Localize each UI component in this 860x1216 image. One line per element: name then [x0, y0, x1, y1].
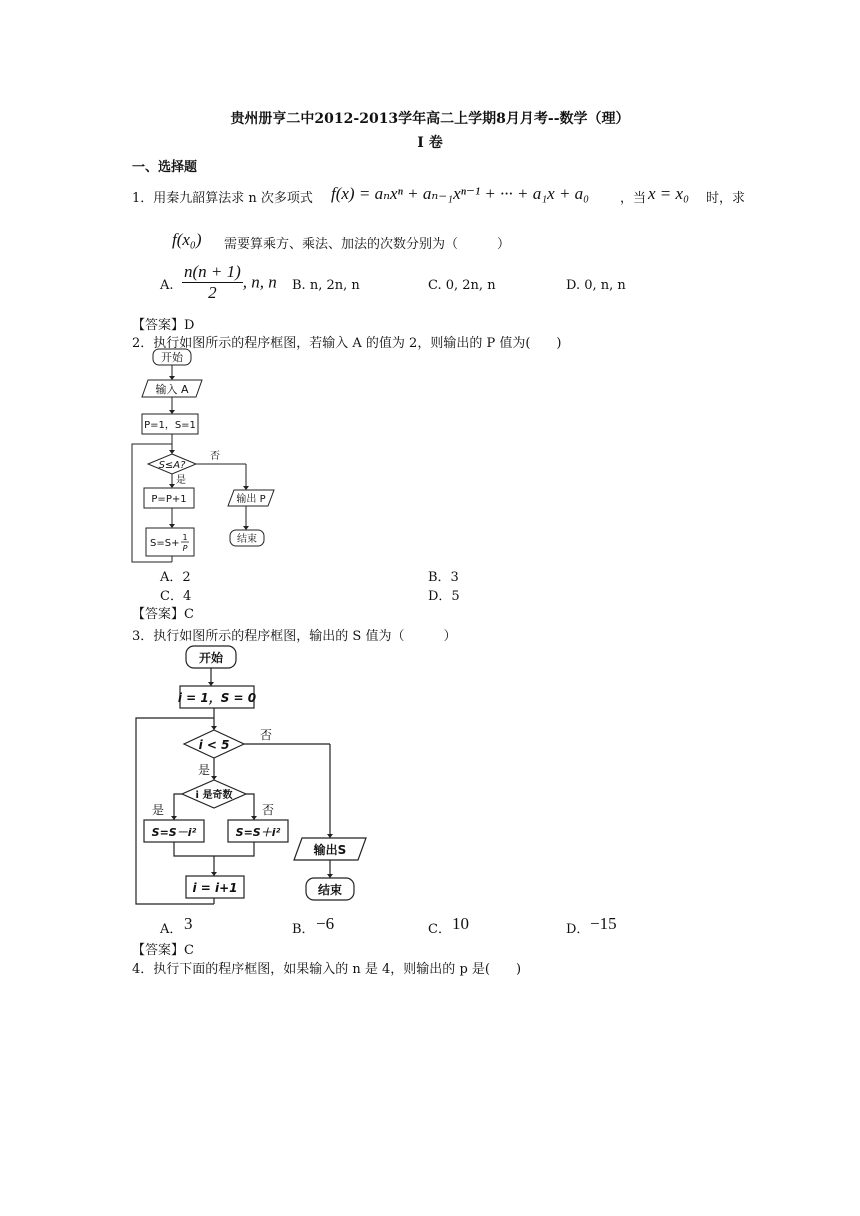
- q1-option-a-fraction: [182, 262, 277, 303]
- q3-flowchart: [126, 640, 396, 910]
- q1-stem-a: 1．用秦九韶算法求 n 次多项式: [132, 191, 313, 206]
- q3-fc-cond: i < 5: [198, 738, 230, 752]
- q3-option-d-value: −15: [590, 914, 617, 933]
- q1-option-c: C. 0, 2n, n: [428, 278, 496, 293]
- q2-fc-output: 输出 P: [236, 494, 266, 505]
- q1-stem-b: ，当: [620, 191, 647, 206]
- q2-stem: 2．执行如图所示的程序框图，若输入 A 的值为 2，则输出的 P 值为( ): [132, 336, 562, 351]
- page-title: 贵州册亨二中2012-2013学年高二上学期8月月考--数学（理）: [230, 111, 630, 127]
- q3-fc-yes2: 是: [152, 803, 165, 817]
- q3-fc-init: i = 1，S = 0: [177, 691, 257, 705]
- q3-fc-cond2: i 是奇数: [195, 790, 233, 801]
- q1-option-b: B. n, 2n, n: [292, 278, 360, 293]
- q2-fc-start: 开始: [161, 351, 183, 364]
- q1-condition: x = x₀: [648, 184, 689, 203]
- q2-fc-step2: S=S+: [150, 538, 180, 549]
- q3-option-a-label: A．: [160, 922, 183, 937]
- q2-flowchart: [126, 346, 286, 566]
- q3-fc-no2: 否: [262, 803, 275, 817]
- q2-fc-step1: P=P+1: [151, 494, 187, 505]
- q2-fc-end: 结束: [237, 534, 257, 545]
- q2-fc-cond: S≤A?: [158, 460, 186, 471]
- q2-option-b: B．3: [428, 570, 459, 585]
- q3-option-c-label: C．: [428, 922, 451, 937]
- q1-stem-line2: 需要算乘方、乘法、加法的次数分别为（ ）: [224, 237, 511, 252]
- q2-fc-step2-num: 1: [182, 533, 188, 542]
- q3-fc-output: 输出S: [313, 843, 347, 857]
- q3-option-b-value: −6: [316, 914, 335, 933]
- q1-option-a-tail: , n, n: [242, 272, 277, 292]
- q2-option-c: C．4: [160, 589, 192, 604]
- q1-option-a-denominator: 2: [208, 283, 217, 302]
- q3-answer: 【答案】C: [132, 943, 194, 958]
- part-heading: I 卷: [417, 135, 443, 151]
- q1-fx0: f(x₀): [172, 230, 202, 249]
- q1-answer: 【答案】D: [132, 318, 195, 333]
- q2-option-d: D．5: [428, 589, 460, 604]
- q4-stem: 4．执行下面的程序框图，如果输入的 n 是 4，则输出的 p 是( ): [132, 962, 522, 977]
- q2-option-a: A．2: [160, 570, 191, 585]
- section-heading: 一、选择题: [132, 160, 198, 175]
- q3-fc-right: S=S＋i²: [235, 826, 281, 839]
- q2-fc-step2-den: P: [182, 544, 188, 553]
- q3-option-d-label: D．: [566, 922, 590, 937]
- q1-option-a-numerator: n(n + 1): [184, 262, 241, 281]
- q3-fc-end: 结束: [317, 883, 343, 897]
- q1-option-d: D. 0, n, n: [566, 278, 626, 293]
- q1-stem-c: 时，求: [706, 191, 746, 206]
- q1-formula: f(x) = aₙxⁿ + aₙ₋₁xⁿ⁻¹ + ··· + a₁x + a₀: [331, 184, 590, 203]
- q3-stem: 3．执行如图所示的程序框图，输出的 S 值为（ ）: [132, 629, 457, 644]
- q3-fc-inc: i = i+1: [192, 881, 238, 895]
- q3-option-a-value: 3: [184, 914, 193, 933]
- q3-fc-start: 开始: [198, 651, 224, 665]
- q3-option-c-value: 10: [452, 914, 469, 933]
- q2-fc-input: 输入 A: [155, 383, 189, 396]
- q3-fc-yes: 是: [198, 763, 211, 777]
- q3-fc-left: S=S－i²: [151, 826, 197, 839]
- q1-option-a-label: A.: [160, 278, 174, 293]
- q2-fc-no: 否: [210, 451, 220, 462]
- q3-fc-no: 否: [260, 728, 273, 742]
- q3-option-b-label: B．: [292, 922, 315, 937]
- q2-fc-init: P=1，S=1: [144, 420, 196, 431]
- q2-answer: 【答案】C: [132, 607, 194, 622]
- q2-fc-yes: 是: [176, 475, 186, 486]
